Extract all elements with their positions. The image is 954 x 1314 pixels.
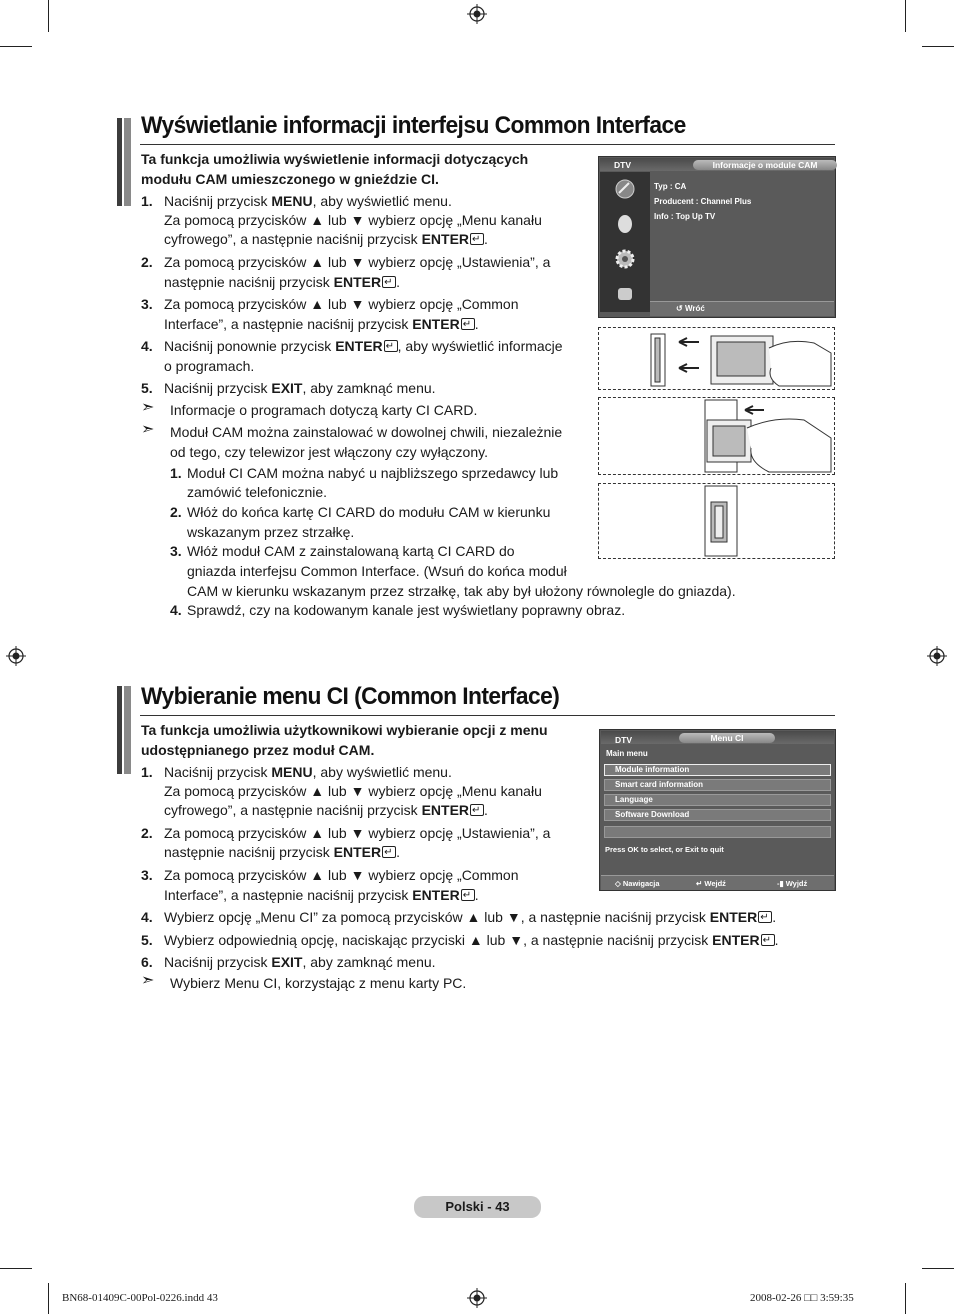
- tv-menu-title: Menu CI: [679, 733, 775, 743]
- section-side-bar: [117, 118, 131, 206]
- section-title: Wybieranie menu CI (Common Interface): [141, 683, 560, 710]
- tv-source-label: DTV: [614, 160, 631, 170]
- print-slug-date: 2008-02-26 □□ 3:59:35: [750, 1292, 854, 1304]
- note-text: Informacje o programach dotyczą karty CI CARD.: [170, 402, 478, 418]
- step-text: Naciśnij ponownie przycisk ENTER↵ , aby wyświetlić informacje: [164, 336, 563, 356]
- tv-info-text: Typ : CA Producent : Channel Plus Info : Top Up TV: [654, 182, 752, 221]
- step-number: 5.: [141, 932, 153, 948]
- step-text: Wybierz odpowiednią opcję, naciskając przyciski ▲ lub ▼, a następnie naciśnij przycisk ENTER↵ .: [164, 930, 779, 950]
- enter-button[interactable]: ↵ Wejdź: [696, 879, 726, 888]
- enter-icon: [382, 846, 396, 858]
- tv-screen-cam-info: [598, 156, 836, 318]
- sub-step-text: gniazda interfejsu Common Interface. (Wsuń do końca moduł: [187, 563, 567, 579]
- main-menu-label: Main menu: [606, 749, 648, 758]
- sub-step-text: Sprawdź, czy na kodowanym kanale jest wyświetlany poprawny obraz.: [187, 602, 626, 618]
- exit-button[interactable]: -▮ Wyjdź: [777, 879, 808, 888]
- step-number: 1.: [141, 764, 153, 780]
- step-text: Za pomocą przycisków ▲ lub ▼ wybierz opcję „Menu kanału: [164, 212, 542, 228]
- tv-hint-text: Press OK to select, or Exit to quit: [605, 845, 724, 854]
- section-title: Wyświetlanie informacji interfejsu Common Interface: [141, 112, 686, 139]
- tv-menu-title: Informacje o module CAM: [693, 160, 837, 170]
- enter-icon: [461, 889, 475, 901]
- crop-mark: [905, 1283, 906, 1314]
- menu-item-smart-card-information[interactable]: Smart card information: [604, 779, 831, 791]
- menu-item-module-information[interactable]: Module information: [604, 764, 831, 776]
- crop-mark: [0, 46, 32, 47]
- cam-card-illustration: [599, 328, 834, 389]
- step-text: Naciśnij przycisk MENU, aby wyświetlić menu.: [164, 193, 452, 209]
- step-number: 6.: [141, 954, 153, 970]
- step-number: 2.: [141, 825, 153, 841]
- illustration-cam-insert: [598, 397, 835, 475]
- sub-step-text: Włóż do końca kartę CI CARD do modułu CAM w kierunku: [187, 504, 551, 520]
- registration-mark-icon: [6, 646, 26, 666]
- sub-step-number: 4.: [170, 602, 182, 618]
- intro-text: Ta funkcja umożliwia wyświetlenie informacji dotyczących modułu CAM umieszczonego w gnieździe CI.: [141, 151, 529, 187]
- intro-text: Ta funkcja umożliwia użytkownikowi wybieranie opcji z menu udostępnianego przez moduł CAM.: [141, 722, 548, 758]
- input-icon: [613, 282, 637, 306]
- step-text: Interface”, a następnie naciśnij przycisk ENTER↵ .: [164, 885, 479, 905]
- sub-step-text: wskazanym przez strzałkę.: [187, 524, 355, 540]
- step-text: następnie naciśnij przycisk ENTER↵ .: [164, 272, 400, 292]
- registration-mark-icon: [927, 646, 947, 666]
- gear-icon: [613, 247, 637, 271]
- sub-step-number: 3.: [170, 543, 182, 559]
- step-text: o programach.: [164, 358, 255, 374]
- step-text: Za pomocą przycisków ▲ lub ▼ wybierz opcję „Ustawienia”, a: [164, 825, 551, 841]
- step-number: 3.: [141, 867, 153, 883]
- note-arrow-icon: ➣: [141, 399, 155, 416]
- tv-source-label: DTV: [615, 735, 632, 745]
- tv-screen-ci-menu: [599, 729, 836, 891]
- sub-step-text: CAM w kierunku wskazanym przez strzałkę, tak aby był ułożony równolegle do gniazda).: [187, 583, 736, 599]
- note-text: od tego, czy telewizor jest włączony czy wyłączony.: [170, 444, 488, 460]
- back-button[interactable]: ↺ Wróć: [676, 304, 705, 313]
- crop-mark: [922, 1268, 954, 1269]
- menu-item-empty[interactable]: [604, 826, 831, 838]
- crop-mark: [0, 1268, 32, 1269]
- sub-step-text: Włóż moduł CAM z zainstalowaną kartą CI CARD do: [187, 543, 515, 559]
- cam-slot-illustration: [599, 398, 834, 474]
- sub-step-text: zamówić telefonicznie.: [187, 484, 328, 500]
- step-text: następnie naciśnij przycisk ENTER↵ .: [164, 842, 400, 862]
- enter-icon: [461, 318, 475, 330]
- step-number: 4.: [141, 909, 153, 925]
- sub-step-number: 2.: [170, 504, 182, 520]
- note-text: Wybierz Menu CI, korzystając z menu karty PC.: [170, 975, 467, 991]
- registration-mark-icon: [467, 1288, 487, 1308]
- enter-icon: [470, 804, 484, 816]
- satellite-icon: [613, 177, 637, 201]
- enter-icon: [758, 911, 772, 923]
- sound-icon: [613, 212, 637, 236]
- step-text: Interface”, a następnie naciśnij przycisk ENTER↵ .: [164, 314, 479, 334]
- page-number-badge: Polski - 43: [414, 1196, 541, 1218]
- section-rule: [140, 715, 835, 716]
- step-text: Za pomocą przycisków ▲ lub ▼ wybierz opcję „Common: [164, 867, 519, 883]
- note-arrow-icon: ➣: [141, 421, 155, 438]
- crop-mark: [48, 0, 49, 32]
- menu-item-language[interactable]: Language: [604, 794, 831, 806]
- tv-title-bar: [600, 158, 834, 171]
- crop-mark: [905, 0, 906, 32]
- navigate-hint: ◇ Nawigacja: [615, 879, 660, 888]
- sub-step-number: 1.: [170, 465, 182, 481]
- note-text: Moduł CAM można zainstalować w dowolnej chwili, niezależnie: [170, 424, 563, 440]
- illustration-cam-inserted: [598, 483, 835, 559]
- step-text: cyfrowego”, a następnie naciśnij przycisk ENTER↵ .: [164, 800, 488, 820]
- enter-icon: [384, 340, 398, 352]
- step-text: Wybierz opcję „Menu CI” za pomocą przycisków ▲ lub ▼, a następnie naciśnij przycisk ENTER↵ .: [164, 907, 776, 927]
- registration-mark-icon: [467, 4, 487, 24]
- tv-footer-bar: [601, 875, 834, 890]
- tv-title-bar: [601, 731, 834, 744]
- sub-step-text: Moduł CI CAM można nabyć u najbliższego sprzedawcy lub: [187, 465, 559, 481]
- step-text: Naciśnij przycisk EXIT, aby zamknąć menu.: [164, 954, 436, 970]
- step-number: 3.: [141, 296, 153, 312]
- section-rule: [140, 144, 835, 145]
- step-text: Za pomocą przycisków ▲ lub ▼ wybierz opcję „Common: [164, 296, 519, 312]
- enter-icon: [382, 276, 396, 288]
- tv-footer-bar: [650, 301, 834, 316]
- menu-item-software-download[interactable]: Software Download: [604, 809, 831, 821]
- step-text: Za pomocą przycisków ▲ lub ▼ wybierz opcję „Ustawienia”, a: [164, 254, 551, 270]
- enter-icon: [470, 233, 484, 245]
- cam-installed-illustration: [599, 484, 834, 558]
- section-side-bar: [117, 686, 131, 774]
- step-text: cyfrowego”, a następnie naciśnij przycisk ENTER↵ .: [164, 229, 488, 249]
- enter-icon: [761, 934, 775, 946]
- step-number: 2.: [141, 254, 153, 270]
- tv-icon-sidebar: [600, 172, 650, 312]
- step-number: 1.: [141, 193, 153, 209]
- crop-mark: [922, 46, 954, 47]
- illustration-card-insert: [598, 327, 835, 390]
- crop-mark: [48, 1283, 49, 1314]
- step-text: Naciśnij przycisk EXIT, aby zamknąć menu.: [164, 380, 436, 396]
- step-text: Za pomocą przycisków ▲ lub ▼ wybierz opcję „Menu kanału: [164, 783, 542, 799]
- step-text: Naciśnij przycisk MENU, aby wyświetlić menu.: [164, 764, 452, 780]
- step-number: 5.: [141, 380, 153, 396]
- print-slug-file: BN68-01409C-00Pol-0226.indd 43: [62, 1292, 218, 1304]
- note-arrow-icon: ➣: [141, 972, 155, 989]
- step-number: 4.: [141, 338, 153, 354]
